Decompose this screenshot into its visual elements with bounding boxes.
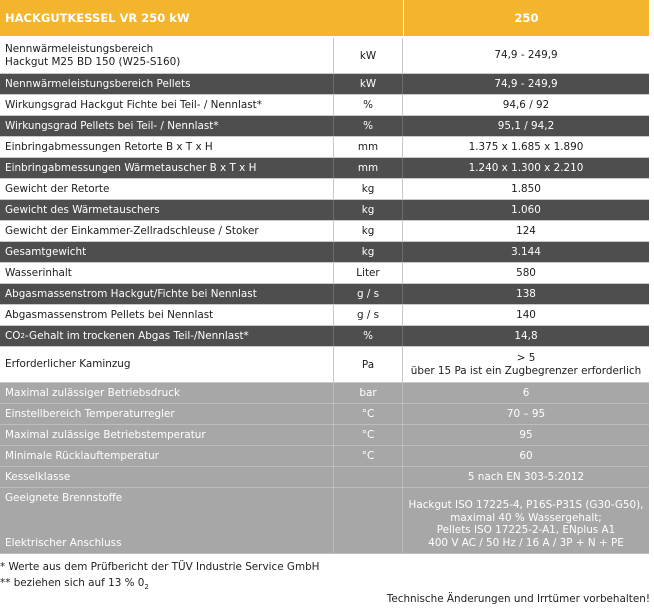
row-unit: g / s [333, 305, 403, 325]
table-row [0, 347, 649, 383]
row-value: 140 [516, 308, 536, 321]
row-label: Einbringabmessungen Wärmetauscher B x T x H [5, 161, 257, 174]
row-unit: °C [333, 425, 403, 445]
electric-label: Elektrischer Anschluss [5, 536, 122, 549]
row-label [0, 488, 333, 553]
table-row [0, 200, 649, 221]
row-value [403, 488, 649, 553]
row-value: 1.375 x 1.685 x 1.890 [468, 140, 584, 153]
row-value-line4: 400 V AC / 50 Hz / 16 A / 3P + N + PE [428, 536, 624, 549]
row-value: 1.850 [511, 182, 541, 195]
table-row [0, 446, 649, 467]
row-value: 60 [519, 449, 533, 462]
table-row [0, 305, 649, 326]
row-unit: % [333, 326, 403, 346]
table-row [0, 383, 649, 404]
row-label: Wirkungsgrad Hackgut Fichte bei Teil- / Nennlast* [5, 98, 262, 111]
row-unit: kg [333, 221, 403, 241]
table-row [0, 467, 649, 488]
row-value: 74,9 - 249,9 [494, 49, 558, 62]
row-value: 95 [519, 428, 533, 441]
row-value-line2: über 15 Pa ist ein Zugbegrenzer erforderlich [410, 364, 642, 377]
row-label: Maximal zulässige Betriebstemperatur [5, 428, 206, 441]
row-label: Gewicht der Einkammer-Zellradschleuse / Stoker [5, 224, 259, 237]
table-header [0, 0, 649, 38]
row-value: 70 – 95 [506, 407, 546, 420]
row-label: Gewicht der Retorte [5, 182, 110, 195]
row-value: 14,8 [514, 329, 538, 342]
row-label-line2: Hackgut M25 BD 150 (W25-S160) [5, 55, 181, 68]
table-row [0, 404, 649, 425]
co2-label-post: -Gehalt im trockenen Abgas Teil-/Nennlast* [24, 329, 249, 342]
row-value-line3: Pellets ISO 17225-2-A1, ENplus A1 [436, 524, 616, 536]
table-row [0, 263, 649, 284]
row-unit: kg [333, 200, 403, 220]
table-row [0, 179, 649, 200]
row-value: 1.060 [511, 203, 541, 216]
row-unit: °C [333, 446, 403, 466]
table-row [0, 137, 649, 158]
row-value: 124 [516, 224, 536, 237]
row-unit: kg [333, 242, 403, 262]
table-row [0, 74, 649, 95]
row-label-line1: Nennwärmeleistungsbereich [5, 43, 154, 55]
row-label: Maximal zulässiger Betriebsdruck [5, 386, 180, 399]
row-unit: Pa [333, 347, 403, 382]
co2-label-sub: 2 [20, 331, 25, 340]
header-title: HACKGUTKESSEL VR 250 kW [5, 10, 190, 25]
row-label: Abgasmassenstrom Hackgut/Fichte bei Nennlast [5, 287, 257, 300]
row-label [0, 326, 333, 346]
row-unit: kW [333, 74, 403, 94]
row-unit [333, 467, 403, 487]
row-unit: mm [333, 137, 403, 157]
row-unit: Liter [333, 263, 403, 283]
row-label: Abgasmassenstrom Pellets bei Nennlast [5, 308, 214, 321]
row-unit: °C [333, 404, 403, 424]
table-row [0, 95, 649, 116]
row-value: 1.240 x 1.300 x 2.210 [468, 161, 584, 174]
row-value-line2: maximal 40 % Wassergehalt; [450, 511, 602, 524]
row-label: Einstellbereich Temperaturregler [5, 407, 175, 420]
table-row [0, 116, 649, 137]
row-value [403, 347, 649, 382]
row-unit: % [333, 116, 403, 136]
row-value: 94,6 / 92 [502, 98, 550, 111]
table-row [0, 38, 649, 74]
row-value: 95,1 / 94,2 [497, 119, 555, 132]
row-label: Gewicht des Wärmetauschers [5, 203, 160, 216]
row-unit: kg [333, 179, 403, 199]
table-row [0, 284, 649, 305]
row-unit: g / s [333, 284, 403, 304]
row-value-line1: Hackgut ISO 17225-4, P16S-P31S (G30-G50), [408, 499, 644, 511]
header-model: 250 [403, 0, 649, 36]
row-unit: kW [333, 38, 403, 73]
row-label: Wasserinhalt [5, 266, 72, 279]
table-row [0, 326, 649, 347]
footnote-1: * Werte aus dem Prüfbericht der TÜV Industrie Service GmbH [0, 561, 320, 573]
footnote-2-sub: 2 [144, 583, 149, 592]
row-label: Nennwärmeleistungsbereich Pellets [5, 77, 191, 90]
row-value: 580 [516, 266, 536, 279]
row-value: 3.144 [511, 245, 541, 258]
row-value: 5 nach EN 303-5:2012 [467, 470, 585, 483]
row-label: Erforderlicher Kaminzug [5, 358, 131, 371]
footnote-2 [0, 577, 149, 591]
fuel-label: Geeignete Brennstoffe [5, 492, 123, 504]
co2-label-pre: CO [5, 329, 21, 342]
row-value: 74,9 - 249,9 [494, 77, 558, 90]
row-label: Wirkungsgrad Pellets bei Teil- / Nennlast* [5, 119, 219, 132]
row-label: Gesamtgewicht [5, 245, 87, 258]
row-label [0, 38, 333, 73]
row-unit [333, 488, 403, 553]
row-label: Kesselklasse [5, 470, 71, 483]
table-row [0, 488, 649, 554]
row-value: 138 [516, 287, 536, 300]
disclaimer: Technische Änderungen und Irrtümer vorbehalten! [386, 593, 650, 605]
row-value: 6 [522, 386, 530, 399]
row-unit: bar [333, 383, 403, 403]
table-row [0, 242, 649, 263]
table-row [0, 221, 649, 242]
table-row [0, 425, 649, 446]
row-value-line1: > 5 [516, 352, 536, 364]
footnote-2-text: ** beziehen sich auf 13 % 0 [0, 577, 145, 589]
row-unit: mm [333, 158, 403, 178]
row-label: Einbringabmessungen Retorte B x T x H [5, 140, 213, 153]
row-unit: % [333, 95, 403, 115]
row-label: Minimale Rücklauftemperatur [5, 449, 159, 462]
table-row [0, 158, 649, 179]
